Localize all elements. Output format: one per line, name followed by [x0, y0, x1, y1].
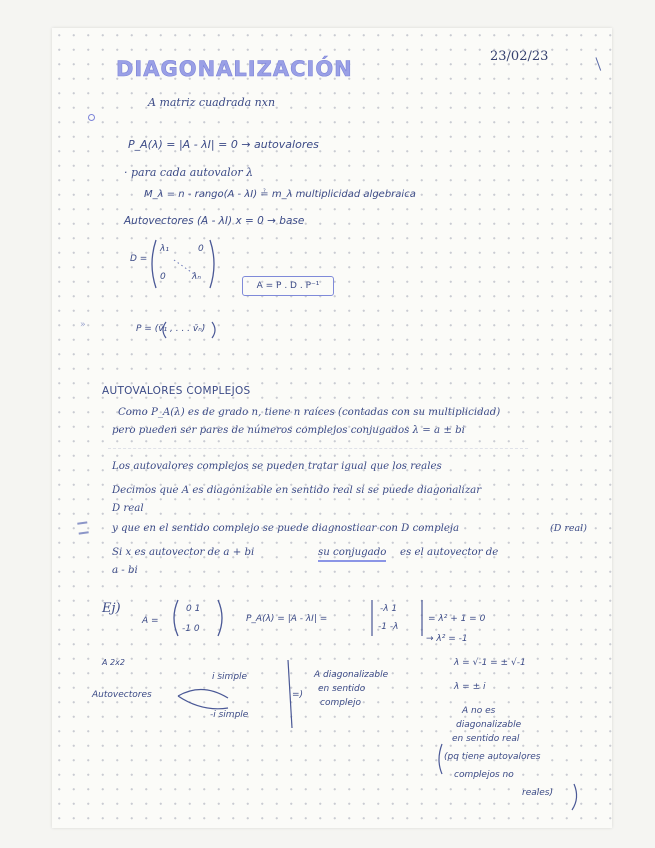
- example-size: A 2x2: [102, 658, 125, 667]
- complex-line-3: Los autovalores complejos se pueden tratar igual que los reales: [112, 461, 442, 472]
- not-diagonalizable-line-5: complejos no: [454, 770, 514, 780]
- section-heading-complex-eigenvalues: AUTOVALORES COMPLEJOS: [102, 385, 251, 397]
- eigenvectors-label: Autovectores: [92, 690, 152, 700]
- complex-line-5-note: (D real): [550, 523, 587, 534]
- example-a-row-2: -1 0: [182, 624, 200, 634]
- not-diagonalizable-line-1: A no es: [462, 706, 496, 716]
- complex-line-6c: a - bi: [112, 565, 138, 576]
- conclusion-line-1: A diagonalizable: [314, 670, 389, 680]
- not-diagonalizable-line-6: reales): [522, 788, 553, 798]
- complex-line-6b: es el autovector de: [400, 547, 499, 558]
- conclusion-line-2: en sentido: [318, 684, 366, 694]
- eigenvectors-base: Autovectores (A - λI) x = 0 → base: [124, 215, 305, 227]
- example-step-3: λ = ± i: [454, 682, 486, 692]
- characteristic-polynomial: P_A(λ) = |A - λI| = 0 → autovalores: [128, 138, 319, 151]
- conjugate-underlined: su conjugado: [318, 546, 386, 562]
- d-matrix-label: D =: [130, 254, 148, 264]
- p-matrix-definition: P = (v̄₁ , . . . v̄ₙ): [136, 324, 206, 334]
- geometric-multiplicity: M_λ = n - rango(A - λI) ≟ m_λ multiplicidad algebraica: [144, 189, 416, 200]
- example-a-equals: A =: [142, 616, 159, 626]
- complex-line-4b: D real: [112, 503, 144, 514]
- d-matrix-top-left: λ₁: [160, 244, 169, 254]
- example-det-row-1: -λ 1: [380, 604, 398, 614]
- complex-line-6a: Si x es autovector de a + bi: [112, 547, 255, 558]
- example-label: Ej): [102, 601, 121, 616]
- example-a-row-1: 0 1: [186, 604, 201, 614]
- d-matrix-bottom-right: λₙ: [192, 272, 201, 282]
- implies-symbol: =): [292, 690, 304, 700]
- eigenvalue-neg-i-simple: -i simple: [210, 710, 249, 720]
- notebook-page: [52, 28, 612, 828]
- complex-line-4a: Decimos que A es diagonizable en sentido real si se puede diagonalizar: [112, 485, 482, 496]
- example-result: = λ² + 1 = 0: [428, 614, 486, 624]
- not-diagonalizable-line-2: diagonalizable: [456, 720, 522, 730]
- arrow-mark-icon: »: [80, 320, 86, 330]
- diagonalization-formula-box: A = P . D . P⁻¹: [242, 276, 334, 296]
- d-matrix-bottom-left: 0: [160, 272, 166, 282]
- note-date: 23/02/23: [490, 49, 549, 64]
- complex-line-5: y que en el sentido complejo se puede diagnosticar con D compleja: [112, 523, 460, 534]
- conclusion-line-3: complejo: [320, 698, 361, 708]
- for-each-eigenvalue: · para cada autovalor λ: [124, 166, 254, 179]
- example-det-row-2: -1 -λ: [378, 622, 399, 632]
- d-matrix-top-right: 0: [198, 244, 204, 254]
- example-step-2: λ = √-1 = ± √-1: [454, 658, 526, 668]
- complex-line-2: pero pueden ser pares de números complejos conjugados λ = a ± bi: [112, 425, 465, 436]
- not-diagonalizable-line-3: en sentido real: [452, 734, 520, 744]
- page-title: DIAGONALIZACIÓN: [116, 57, 353, 81]
- complex-line-1: Como P_A(λ) es de grado n, tiene n raíces (contadas con su multiplicidad): [118, 407, 501, 418]
- eigenvalue-i-simple: i simple: [212, 672, 248, 682]
- matrix-definition: A matriz cuadrada nxn: [148, 96, 276, 109]
- example-characteristic-polynomial: P_A(λ) = |A - λI| =: [246, 614, 328, 624]
- not-diagonalizable-line-4: (pq tiene autovalores: [444, 752, 541, 762]
- example-step-1: → λ² = -1: [426, 634, 468, 644]
